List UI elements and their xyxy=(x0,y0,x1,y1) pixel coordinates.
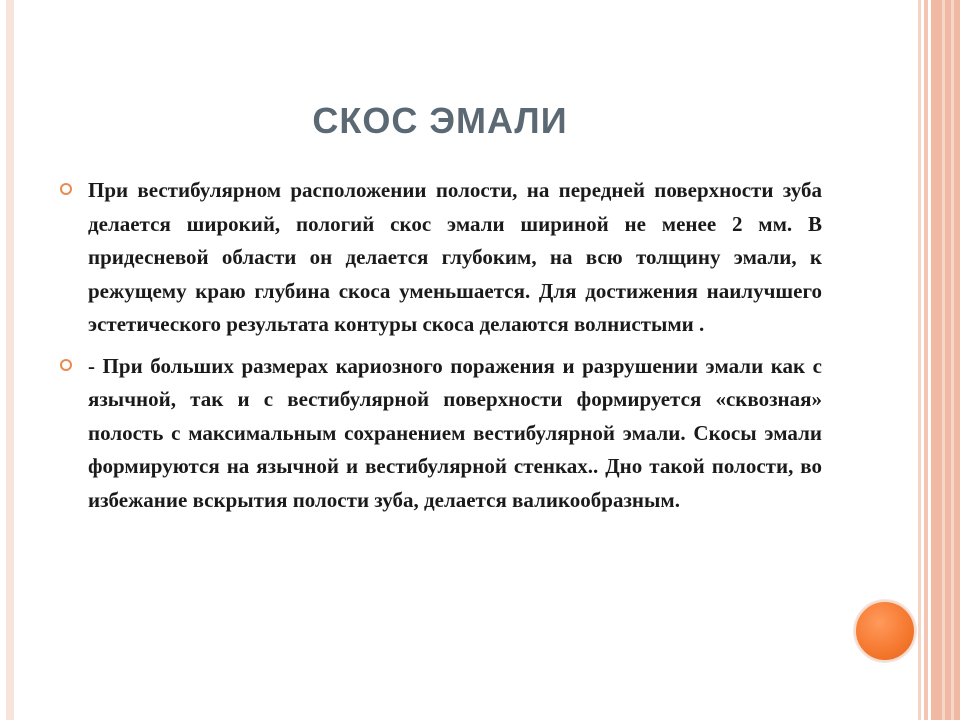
slide-body xyxy=(60,174,822,525)
bullet-item xyxy=(60,350,822,518)
bullet-item xyxy=(60,174,822,342)
right-frame-stripe xyxy=(942,0,945,720)
right-frame-stripe xyxy=(924,0,928,720)
right-frame-stripe xyxy=(918,0,921,720)
bullet-text: При вестибулярном расположении полости, на передней поверхности зуба делается широкий, пологий скос эмали шириной не менее 2 мм. В придесневой области он делается глубоким, на всю толщину эмали, к режущему краю глубина скоса уменьшается. Для достижения наилучшего эстетического результата контуры скоса делаются волнистыми . xyxy=(88,178,822,336)
right-frame-stripe xyxy=(951,0,954,720)
slide-title: СКОС ЭМАЛИ xyxy=(312,100,568,141)
right-frame-band xyxy=(931,0,960,720)
hollow-circle-bullet-icon xyxy=(60,183,72,195)
hollow-circle-bullet-icon xyxy=(60,359,72,371)
orange-circle-decoration-icon xyxy=(854,600,916,662)
bullet-text: - При больших размерах кариозного поражения и разрушении эмали как с язычной, так и с вестибулярной поверхности формируется «сквозная» полость с максимальным сохранением вестибулярной эмали. Скосы эмали формируются на язычной и вестибулярной стенках.. Дно такой полости, во избежание вскрытия полости зуба, делается валикообразным. xyxy=(88,353,822,512)
